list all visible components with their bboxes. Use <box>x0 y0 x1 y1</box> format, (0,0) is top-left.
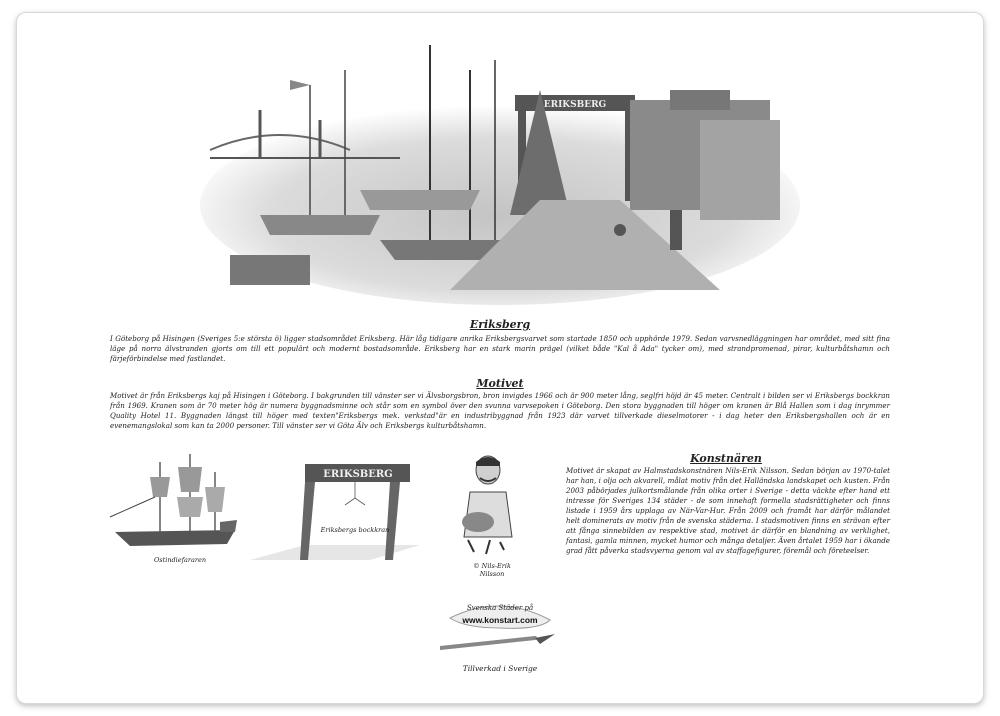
eriksberg-text: I Göteborg på Hisingen (Sveriges 5:e största ö) ligger stadsområdet Eriksberg. Här låg tidigare anrika Eriksbergsvarvet som startade 1850 och upphörde 1979. Sedan varvsnedläggningen har området, med sitt fina läge på norra älvstranden gjorts om till ett populärt och modernt bostadsområde. Eriksberg har en stark marin prägel (vilket både "Kal å Ada" tycker om), med strandpromenad, pirar, kulturbåtshamn och färjeförbindelse med fastlandet. <box>110 334 890 363</box>
artist-signature-line1: © Nils-Erik <box>473 562 511 570</box>
ship-illustration <box>105 452 245 552</box>
logo-line1: Svenska Städer på <box>466 604 534 612</box>
motivet-text: Motivet är från Eriksbergs kaj på Hisingen i Göteborg. I bakgrunden till vänster ser vi Älvsborgsbron, bron invigdes 1966 och är 900 meter lång, seglfri höjd är 45 meter. Centralt i bilden ser vi Eriksbergs bockkran från 1969. Kranen som är 70 meter hög är numera byggnadsminne och står som en symbol över den svunna varvsepoken i Göteborg. Den stora byggnaden till höger om kranen är Blå Hallen som i dag inrymmer Quality Hotel 11. Byggnaden längst till höger med texten"Eriksbergs mek. verkstad"är en industribyggnad från 1923 där varvet tillverkade dieselmotorer - i dag heter den Eriksbergshallen och är en evenemangslokal som kan ta 2000 personer. Till vänster ser vi Göta Älv och Eriksbergs kulturbåtshamn. <box>110 391 890 430</box>
artist-signature-line2: Nilsson <box>479 570 505 578</box>
artist-signature <box>462 562 522 578</box>
konstnaren-text: Motivet är skapat av Halmstadskonstnären Nils-Erik Nilsson. Sedan början av 1970-talet har han, i olja och akvarell, målat motiv från det Halländska landskapet och kusten. Från 2003 påbörjades julkortsmålande från olika orter i Sverige - detta väckte efter hand ett intresse för Sveriges 134 städer - de som innehaft formella stadsrättigheter och finns listade i 1959 års upplaga av När-Var-Hur. Från 2009 och framåt har därför målandet helt dominerats av motiv från de svenska städerna. I stadsmotiven finns en strävan efter att fånga sinnebilden av respektive stad, motivet är därför en blandning av verklighet, fantasi, gamla minnen, mycket humor och många detaljer. Även årtalet 1959 har i ökande grad fått påverka stadsvyerna genom val av staffagefigurer, föremål och företeelser. <box>566 466 890 555</box>
crane-sign: ERIKSBERG <box>323 469 393 480</box>
hero-crane-sign: ERIKSBERG <box>543 100 607 110</box>
crane-caption: Eriksbergs bockkran <box>320 526 390 534</box>
crane-illustration <box>250 460 420 565</box>
artist-portrait <box>450 452 530 562</box>
motivet-title: Motivet <box>476 377 524 390</box>
konstnaren-title: Konstnären <box>690 452 762 465</box>
footer-made-in: Tillverkad i Sverige <box>462 664 538 673</box>
ship-caption: Ostindiefararen <box>153 556 207 564</box>
hero-illustration <box>200 40 800 310</box>
eriksberg-title: Eriksberg <box>469 318 531 331</box>
logo-url[interactable]: www.konstart.com <box>462 615 538 625</box>
